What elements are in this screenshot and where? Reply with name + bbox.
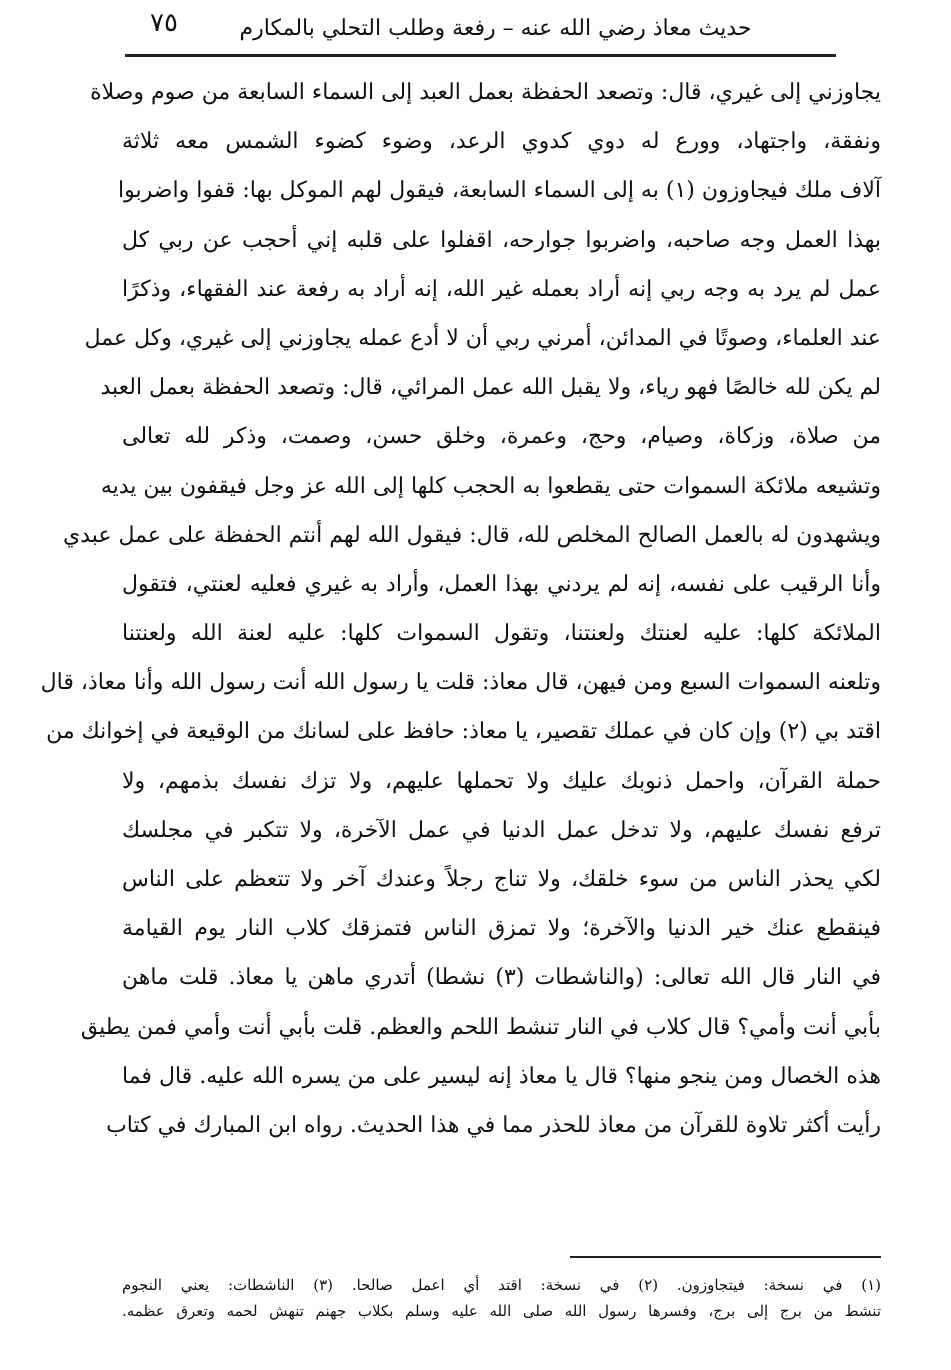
running-title: حديث معاذ رضي الله عنه – رفعة وطلب التحلي بالمكارم <box>239 15 752 41</box>
text-line: وتلعنه السموات السبع ومن فيهن، قال معاذ: قلت يا رسول الله أنت رسول الله وأنا معاذ، قال <box>40 670 881 696</box>
text-line: من صلاة، وزكاة، وصيام، وحج، وعمرة، وخلق حسن، وصمت، وذكر لله تعالى <box>122 424 881 450</box>
footnotes <box>122 1272 881 1324</box>
text-line: فينقطع عنك خير الدنيا والآخرة؛ ولا تمزق الناس فتمزقك كلاب النار يوم القيامة <box>122 916 881 942</box>
text-line: هذه الخصال ومن ينجو منها؟ قال يا معاذ إنه ليسير على من يسره الله عليه. قال فما <box>122 1063 881 1089</box>
text-line: عمل لم يرد به وجه ربي إنه أراد بعمله غير الله، إنه أراد به رفعة عند الفقهاء، وذكرًا <box>122 276 881 302</box>
text-line: لكي يحذر الناس من سوء خلقك، ولا تناج رجلاً وعندك آخر ولا تتعظم على الناس <box>122 867 881 892</box>
text-line: وتشيعه ملائكة السموات حتى يقطعوا به الحجب كلها إلى الله عز وجل فيقفون بين يديه <box>100 473 881 499</box>
text-line: بأبي أنت وأمي؟ قال كلاب في النار تنشط اللحم والعظم. قلت بأبي أنت وأمي فمن يطيق <box>80 1014 881 1040</box>
text-line: عند العلماء، وصوتًا في المدائن، أمرني ربي أن لا أدع عمله يجاوزني إلى غيري، وكل عمل <box>84 325 881 351</box>
running-header <box>110 6 881 50</box>
text-line: يجاوزني إلى غيري، قال: وتصعد الحفظة بعمل العبد إلى السماء السابعة من صوم وصلاة <box>90 80 881 105</box>
page-number: ٧٥ <box>150 8 178 38</box>
text-line: ونفقة، واجتهاد، وورع له دوي كدوي الرعد، وضوء كضوء الشمس معه ثلاثة <box>122 129 881 155</box>
text-line: رأيت أكثر تلاوة للقرآن من معاذ للحذر مما في هذا الحديث. رواه ابن المبارك في كتاب <box>106 1112 881 1138</box>
text-line: اقتد بي (٢) وإن كان في عملك تقصير، يا معاذ: حافظ على لسانك من الوقيعة في إخوانك من <box>46 719 881 745</box>
text-line: لم يكن لله خالصًا فهو رياء، ولا يقبل الله عمل المرائي، قال: وتصعد الحفظة بعمل العبد <box>100 375 881 401</box>
footnote-rule <box>570 1256 881 1258</box>
header-rule <box>125 54 836 57</box>
text-line: وأنا الرقيب على نفسه، إنه لم يردني بهذا العمل، وأراد به غيري فعليه لعنتي، فتقول <box>122 571 881 597</box>
text-line: بهذا العمل وجه صاحبه، واضربوا جوارحه، اقفلوا على قلبه إني أحجب عن ربي كل <box>122 227 881 253</box>
text-line: حملة القرآن، واحمل ذنوبك عليك ولا تحملها عليهم، ولا تزك نفسك بذمهم، ولا <box>122 768 881 794</box>
footnote-line: (١) في نسخة: فيتجاوزون. (٢) في نسخة: اقتد أي اعمل صالحا. (٣) الناشطات: يعني النجوم <box>122 1276 881 1294</box>
text-line: آلاف ملك فيجاوزون (١) به إلى السماء السابعة، فيقول لهم الموكل بها: قفوا واضربوا <box>118 178 881 204</box>
text-line: ويشهدون له بالعمل الصالح المخلص لله، قال: فيقول الله لهم أنتم الحفظة على عمل عبدي <box>62 522 881 548</box>
footnote-line: تنشط من برج إلى برج، وفسرها رسول الله صلى الله عليه وسلم بكلاب جهنم تنهش لحمه وتعرق عظمه. <box>122 1302 881 1320</box>
text-line: ترفع نفسك عليهم، ولا تدخل عمل الدنيا في عمل الآخرة، ولا تتكبر في مجلسك <box>122 817 881 843</box>
main-text <box>40 68 881 1248</box>
text-line: الملائكة كلها: عليه لعنتك ولعنتنا، وتقول السموات كلها: عليه لعنة الله ولعنتنا <box>122 621 881 647</box>
text-line: في النار قال الله تعالى: (والناشطات (٣) نشطا) أتدري ماهن يا معاذ. قلت ماهن <box>122 965 881 991</box>
